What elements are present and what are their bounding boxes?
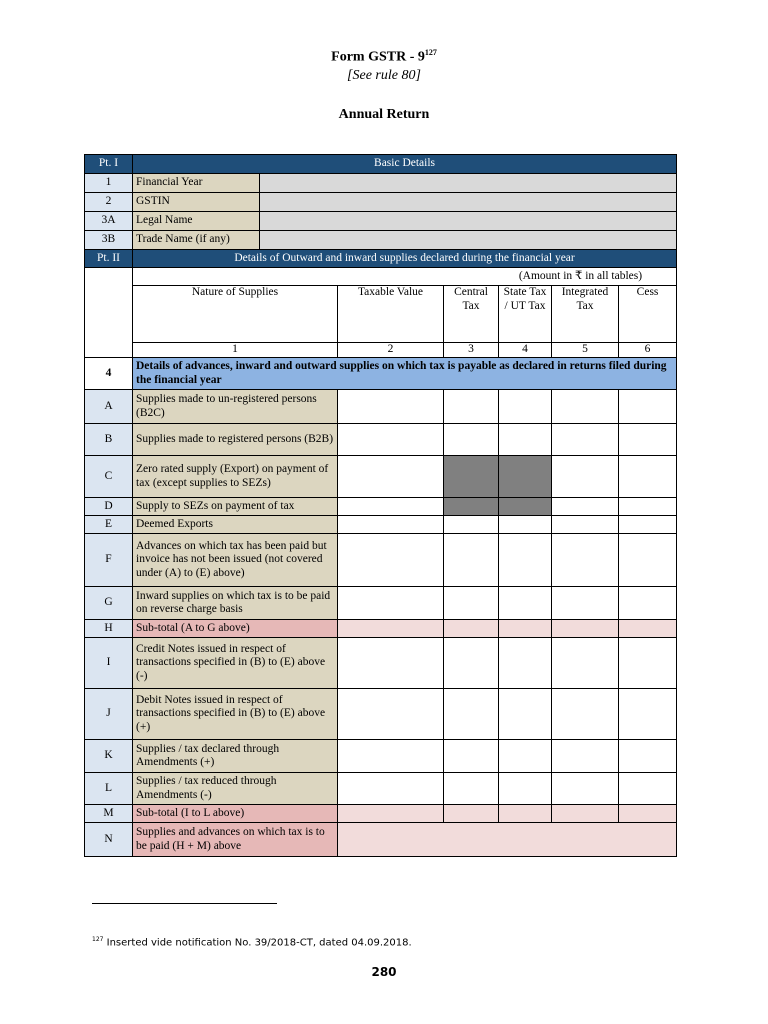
row-label: Inward supplies on which tax is to be paid on reverse charge basis — [133, 587, 338, 620]
financial-year-field[interactable] — [260, 174, 677, 193]
taxable-value-cell[interactable] — [338, 516, 444, 534]
taxable-value-cell[interactable] — [338, 534, 444, 587]
central-tax-cell[interactable] — [444, 534, 499, 587]
integrated-tax-cell[interactable] — [552, 424, 619, 456]
row-code: F — [85, 534, 133, 587]
state-tax-cell[interactable] — [499, 805, 552, 823]
col-number: 4 — [499, 343, 552, 358]
form-title — [0, 48, 768, 66]
section4-number: 4 — [85, 358, 133, 390]
central-tax-cell[interactable] — [444, 516, 499, 534]
central-tax-cell[interactable] — [444, 805, 499, 823]
form-title-text: Form GSTR - 9 — [331, 49, 425, 65]
row-label: Sub-total (I to L above) — [133, 805, 338, 823]
subtotal-row — [85, 805, 677, 823]
integrated-tax-cell[interactable] — [552, 805, 619, 823]
amount-note-row — [85, 268, 677, 286]
part1-row-number: 3A — [85, 212, 133, 231]
cess-cell[interactable] — [619, 390, 677, 424]
row-code: J — [85, 689, 133, 740]
row-code: B — [85, 424, 133, 456]
table-row — [85, 456, 677, 498]
table-row — [85, 638, 677, 689]
integrated-tax-cell[interactable] — [552, 638, 619, 689]
state-tax-cell[interactable] — [499, 424, 552, 456]
row-label: Credit Notes issued in respect of transactions specified in (B) to (E) above (-) — [133, 638, 338, 689]
taxable-value-cell[interactable] — [338, 805, 444, 823]
footnote-divider — [92, 903, 277, 904]
part1-row-label: GSTIN — [133, 193, 260, 212]
state-tax-disabled-cell — [499, 456, 552, 498]
row-label: Supplies made to registered persons (B2B) — [133, 424, 338, 456]
part1-row-number: 1 — [85, 174, 133, 193]
row-code: A — [85, 390, 133, 424]
state-tax-disabled-cell — [499, 498, 552, 516]
column-header-row — [85, 286, 677, 343]
part1-row-number: 3B — [85, 231, 133, 250]
central-tax-cell[interactable] — [444, 773, 499, 805]
state-tax-cell[interactable] — [499, 620, 552, 638]
gstr9-table — [84, 154, 677, 857]
cess-cell[interactable] — [619, 638, 677, 689]
central-tax-cell[interactable] — [444, 689, 499, 740]
state-tax-cell[interactable] — [499, 740, 552, 773]
taxable-value-cell[interactable] — [338, 740, 444, 773]
central-tax-disabled-cell — [444, 498, 499, 516]
cess-cell[interactable] — [619, 424, 677, 456]
integrated-tax-cell[interactable] — [552, 620, 619, 638]
part1-row-label: Legal Name — [133, 212, 260, 231]
row-label: Debit Notes issued in respect of transactions specified in (B) to (E) above (+) — [133, 689, 338, 740]
table-row — [85, 498, 677, 516]
taxable-value-cell[interactable] — [338, 638, 444, 689]
row-code: L — [85, 773, 133, 805]
part2-label: Pt. II — [85, 250, 133, 268]
part2-header-row — [85, 250, 677, 268]
part1-row — [85, 231, 677, 250]
taxable-value-cell[interactable] — [338, 773, 444, 805]
col-header-cess: Cess — [619, 286, 677, 343]
part1-row — [85, 193, 677, 212]
row-code: K — [85, 740, 133, 773]
section4-title: Details of advances, inward and outward supplies on which tax is payable as declared in returns filed during the financial year — [133, 358, 677, 390]
col-header-taxable-value: Taxable Value — [338, 286, 444, 343]
part1-row — [85, 212, 677, 231]
taxable-value-cell[interactable] — [338, 424, 444, 456]
cess-cell[interactable] — [619, 498, 677, 516]
cess-cell[interactable] — [619, 805, 677, 823]
part1-row-label: Trade Name (if any) — [133, 231, 260, 250]
cess-cell[interactable] — [619, 740, 677, 773]
taxable-value-cell[interactable] — [338, 587, 444, 620]
row-code: N — [85, 823, 133, 857]
integrated-tax-cell[interactable] — [552, 689, 619, 740]
amount-note: (Amount in ₹ in all tables) — [133, 268, 677, 286]
col-number: 1 — [133, 343, 338, 358]
row-code: M — [85, 805, 133, 823]
title-footnote-ref: 127 — [424, 48, 437, 57]
part1-title: Basic Details — [133, 155, 677, 174]
table-row — [85, 689, 677, 740]
blank-cell — [85, 268, 133, 358]
taxable-value-cell[interactable] — [338, 456, 444, 498]
col-number: 6 — [619, 343, 677, 358]
part1-header-row — [85, 155, 677, 174]
row-code: D — [85, 498, 133, 516]
col-number: 2 — [338, 343, 444, 358]
taxable-value-cell[interactable] — [338, 390, 444, 424]
table-row — [85, 740, 677, 773]
form-heading: Annual Return — [338, 107, 430, 122]
cess-cell[interactable] — [619, 587, 677, 620]
row-label: Supplies and advances on which tax is to be paid (H + M) above — [133, 823, 338, 857]
central-tax-cell[interactable] — [444, 638, 499, 689]
table-row — [85, 516, 677, 534]
col-number: 5 — [552, 343, 619, 358]
integrated-tax-cell[interactable] — [552, 740, 619, 773]
state-tax-cell[interactable] — [499, 516, 552, 534]
row-code: H — [85, 620, 133, 638]
integrated-tax-cell[interactable] — [552, 587, 619, 620]
integrated-tax-cell[interactable] — [552, 773, 619, 805]
legal-name-field[interactable] — [260, 212, 677, 231]
taxable-value-cell[interactable] — [338, 498, 444, 516]
row-label: Supplies / tax declared through Amendments (+) — [133, 740, 338, 773]
row-code: I — [85, 638, 133, 689]
section4-header-row — [85, 358, 677, 390]
integrated-tax-cell[interactable] — [552, 534, 619, 587]
table-row — [85, 587, 677, 620]
total-tax-cell[interactable] — [338, 823, 677, 857]
central-tax-cell[interactable] — [444, 740, 499, 773]
footnote-text: Inserted vide notification No. 39/2018-CT, dated 04.09.2018. — [106, 937, 412, 949]
central-tax-cell[interactable] — [444, 587, 499, 620]
rule-reference: [See rule 80] — [347, 68, 421, 83]
row-label: Sub-total (A to G above) — [133, 620, 338, 638]
cess-cell[interactable] — [619, 516, 677, 534]
page-number: 280 — [371, 965, 397, 979]
row-label: Supply to SEZs on payment of tax — [133, 498, 338, 516]
col-header-nature: Nature of Supplies — [133, 286, 338, 343]
integrated-tax-cell[interactable] — [552, 516, 619, 534]
row-label: Supplies / tax reduced through Amendments (-) — [133, 773, 338, 805]
col-number: 3 — [444, 343, 499, 358]
footnote — [92, 936, 412, 948]
part1-row — [85, 174, 677, 193]
cess-cell[interactable] — [619, 620, 677, 638]
gstin-field[interactable] — [260, 193, 677, 212]
footnote-ref: 127 — [92, 936, 104, 943]
row-label: Supplies made to un-registered persons (B2C) — [133, 390, 338, 424]
taxable-value-cell[interactable] — [338, 689, 444, 740]
state-tax-cell[interactable] — [499, 773, 552, 805]
table-row — [85, 424, 677, 456]
column-number-row — [85, 343, 677, 358]
table-row — [85, 534, 677, 587]
col-header-integrated-tax: Integrated Tax — [552, 286, 619, 343]
taxable-value-cell[interactable] — [338, 620, 444, 638]
state-tax-cell[interactable] — [499, 534, 552, 587]
central-tax-cell[interactable] — [444, 390, 499, 424]
subtotal-row — [85, 620, 677, 638]
state-tax-cell[interactable] — [499, 390, 552, 424]
total-row — [85, 823, 677, 857]
row-code: G — [85, 587, 133, 620]
state-tax-cell[interactable] — [499, 689, 552, 740]
part2-title: Details of Outward and inward supplies declared during the financial year — [133, 250, 677, 268]
state-tax-cell[interactable] — [499, 587, 552, 620]
table-row — [85, 390, 677, 424]
trade-name-field[interactable] — [260, 231, 677, 250]
row-label: Deemed Exports — [133, 516, 338, 534]
integrated-tax-cell[interactable] — [552, 456, 619, 498]
cess-cell[interactable] — [619, 534, 677, 587]
part1-label: Pt. I — [85, 155, 133, 174]
cess-cell[interactable] — [619, 456, 677, 498]
state-tax-cell[interactable] — [499, 638, 552, 689]
central-tax-cell[interactable] — [444, 620, 499, 638]
part1-row-number: 2 — [85, 193, 133, 212]
integrated-tax-cell[interactable] — [552, 390, 619, 424]
cess-cell[interactable] — [619, 773, 677, 805]
central-tax-cell[interactable] — [444, 424, 499, 456]
col-header-central-tax: Central Tax — [444, 286, 499, 343]
col-header-state-tax: State Tax / UT Tax — [499, 286, 552, 343]
central-tax-disabled-cell — [444, 456, 499, 498]
part1-row-label: Financial Year — [133, 174, 260, 193]
row-code: C — [85, 456, 133, 498]
row-label: Advances on which tax has been paid but invoice has not been issued (not covered under (A) to (E) above) — [133, 534, 338, 587]
cess-cell[interactable] — [619, 689, 677, 740]
integrated-tax-cell[interactable] — [552, 498, 619, 516]
table-row — [85, 773, 677, 805]
row-label: Zero rated supply (Export) on payment of tax (except supplies to SEZs) — [133, 456, 338, 498]
row-code: E — [85, 516, 133, 534]
